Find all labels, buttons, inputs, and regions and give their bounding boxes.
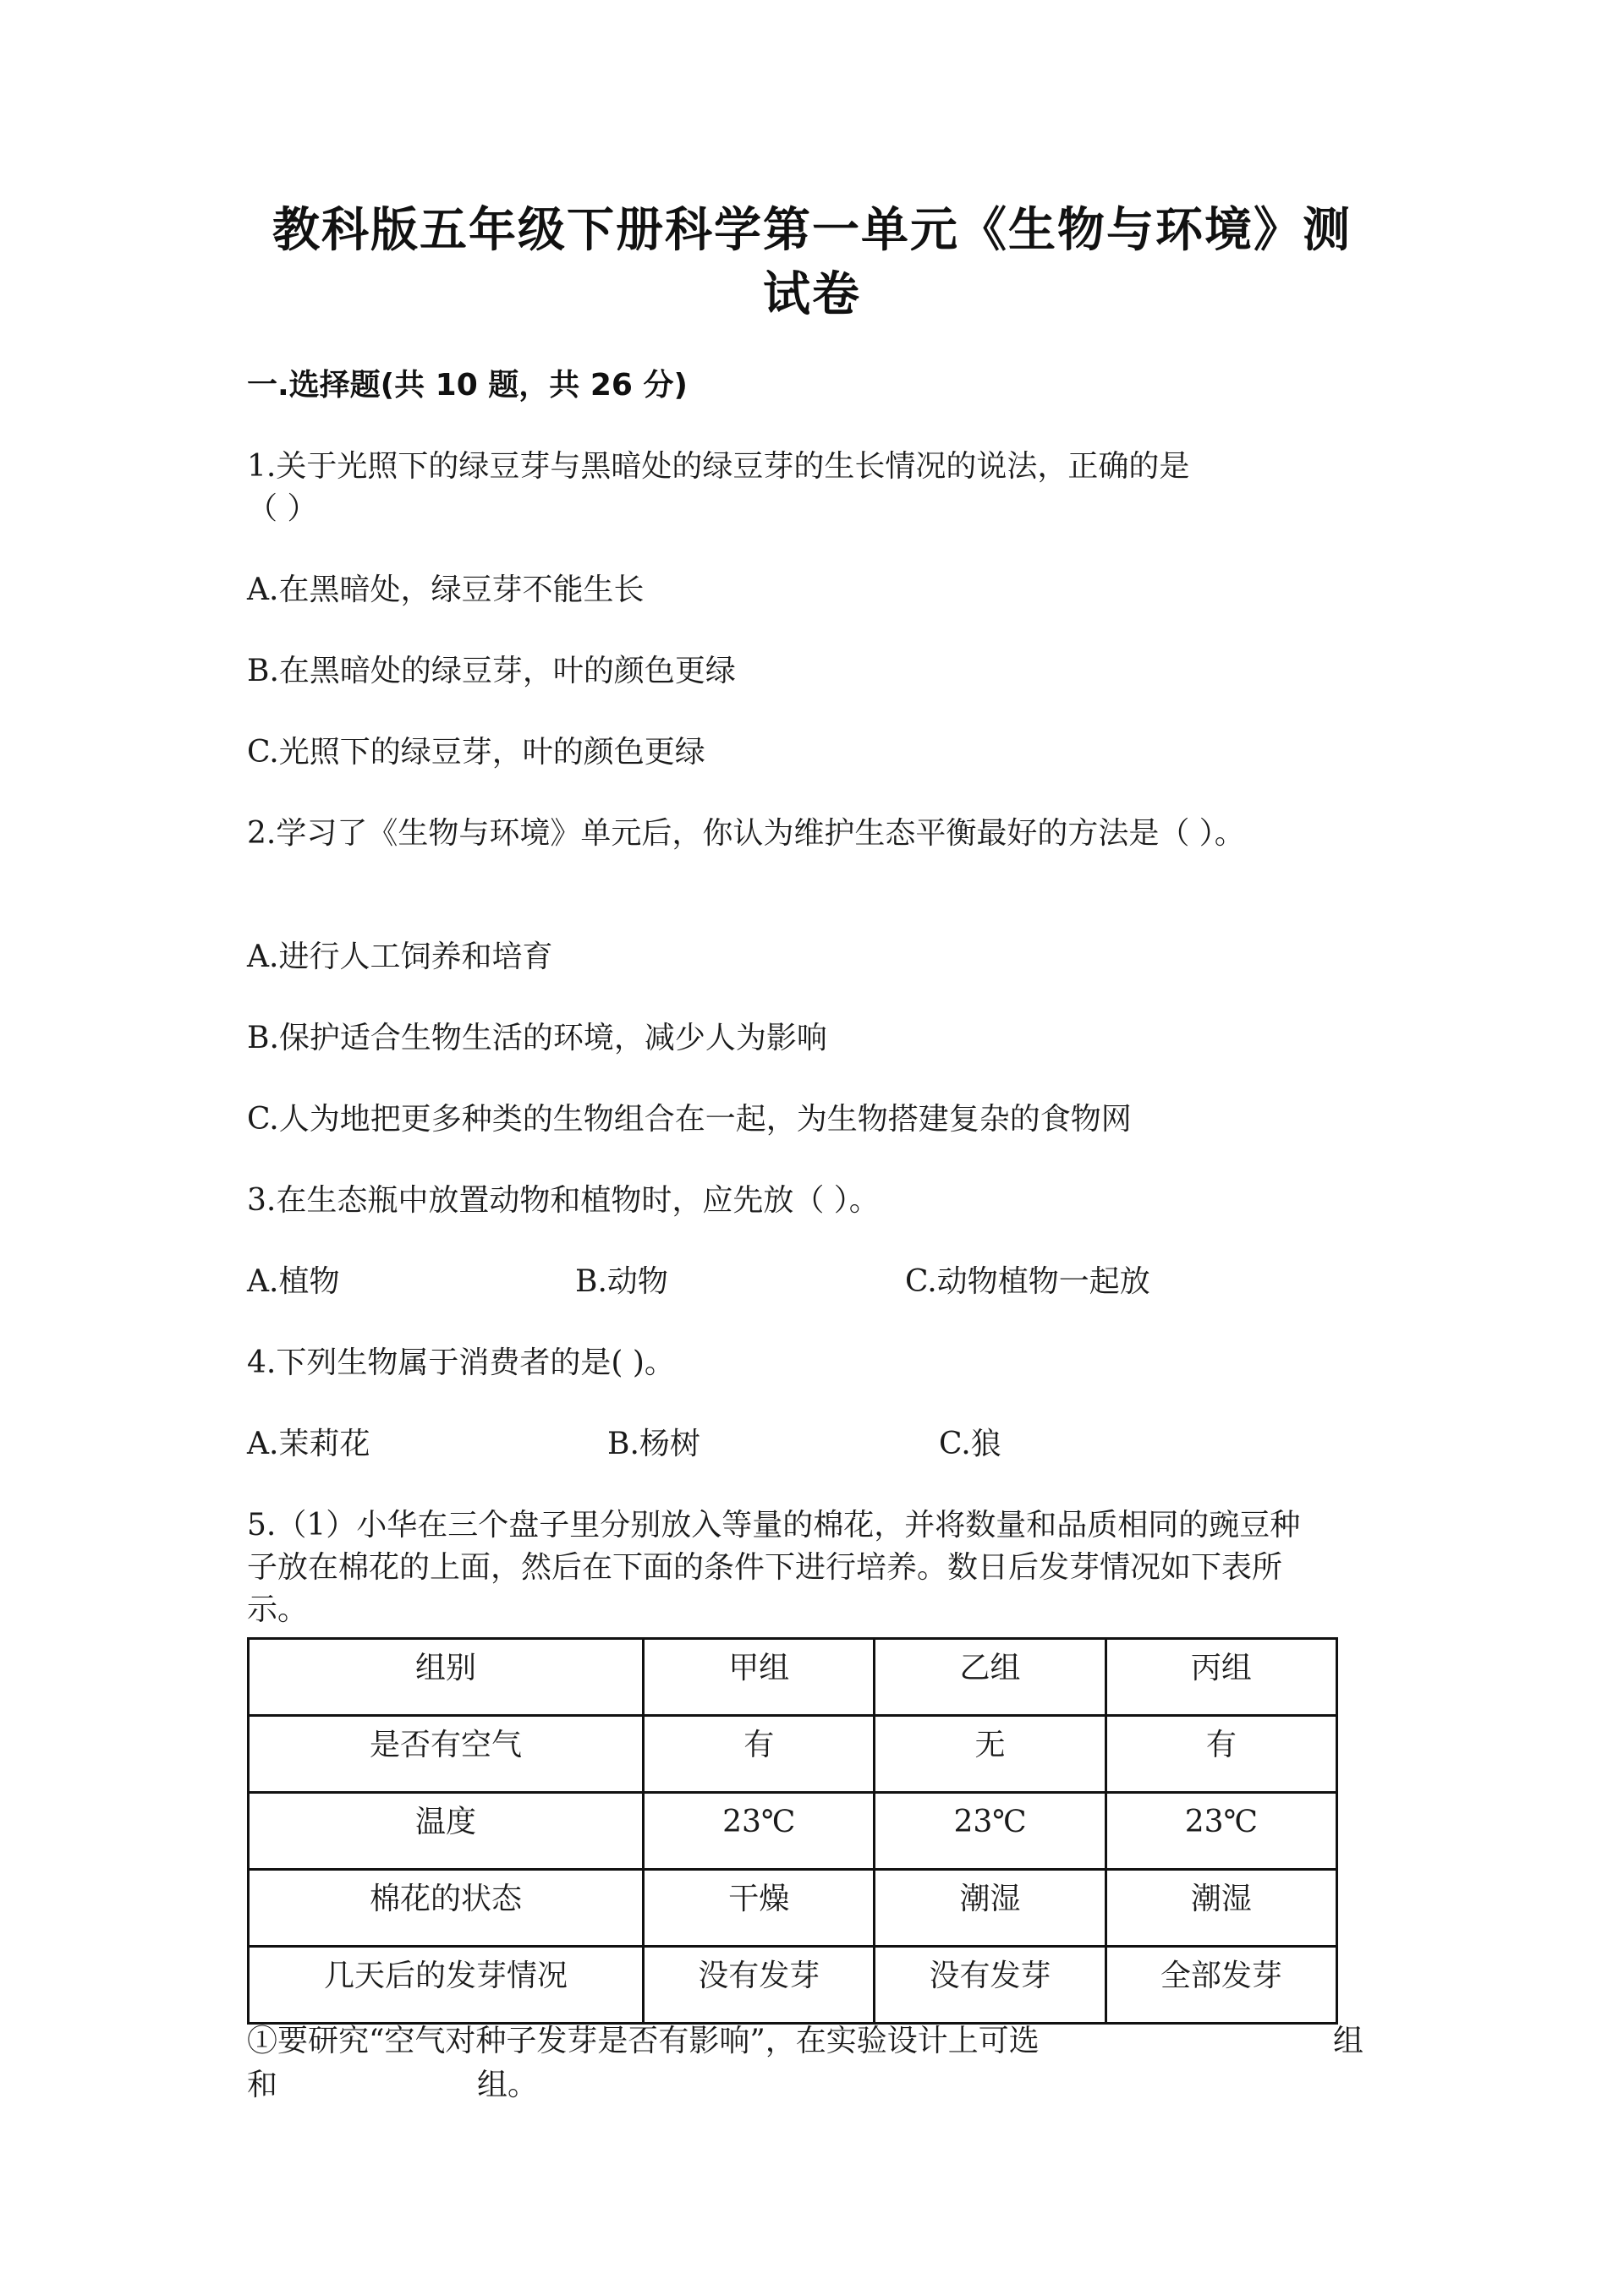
table-cell: 没有发芽 <box>644 1947 875 2024</box>
table-cell: 23℃ <box>644 1793 875 1870</box>
table-header-row <box>249 1639 1337 1716</box>
table-cell: 没有发芽 <box>875 1947 1106 2024</box>
question-1-option-a: A.在黑暗处，绿豆芽不能生长 <box>247 573 645 607</box>
table-row <box>249 1716 1337 1793</box>
question-5-stem-line-2: 子放在棉花的上面，然后在下面的条件下进行培养。数日后发芽情况如下表所 <box>247 1550 1283 1585</box>
table-cell: 潮湿 <box>1106 1870 1336 1947</box>
table-cell: 有 <box>1106 1716 1336 1793</box>
question-2-option-a: A.进行人工饲养和培育 <box>247 940 553 974</box>
table-row <box>249 1870 1337 1947</box>
question-1-stem: 1.关于光照下的绿豆芽与黑暗处的绿豆芽的生长情况的说法，正确的是 <box>247 449 1190 484</box>
question-5-sub-1-text: ①要研究“空气对种子发芽是否有影响”，在实验设计上可选 <box>247 2024 1040 2058</box>
question-5-sub-1-group-suffix: 组 <box>1333 2024 1364 2058</box>
table-cell: 无 <box>875 1716 1106 1793</box>
question-1-answer-blank: （ ） <box>247 491 318 526</box>
question-2-option-b: B.保护适合生物生活的环境，减少人为影响 <box>247 1021 827 1055</box>
page-title-line-2: 试卷 <box>763 267 861 322</box>
table-cell: 潮湿 <box>875 1870 1106 1947</box>
germination-experiment-table <box>247 1637 1338 2025</box>
question-4-option-b: B.杨树 <box>607 1427 700 1461</box>
page-title-line-1: 教科版五年级下册科学第一单元《生物与环境》测 <box>272 203 1352 258</box>
table-header-cell: 组别 <box>249 1639 644 1716</box>
question-5-stem-line-3: 示。 <box>247 1592 309 1627</box>
question-4-option-c: C.狼 <box>939 1427 1001 1461</box>
table-header-cell: 甲组 <box>644 1639 875 1716</box>
question-4-option-a: A.茉莉花 <box>247 1427 370 1461</box>
table-cell: 有 <box>644 1716 875 1793</box>
question-5-sub-1-group-end: 组。 <box>477 2068 539 2102</box>
question-1-option-b: B.在黑暗处的绿豆芽，叶的颜色更绿 <box>247 654 736 688</box>
table-row <box>249 1793 1337 1870</box>
table-cell: 23℃ <box>875 1793 1106 1870</box>
question-3-option-b: B.动物 <box>575 1264 668 1299</box>
question-2-stem: 2.学习了《生物与环境》单元后，你认为维护生态平衡最好的方法是（ ）。 <box>247 816 1245 851</box>
table-header-cell: 乙组 <box>875 1639 1106 1716</box>
question-3-stem: 3.在生态瓶中放置动物和植物时，应先放（ ）。 <box>247 1183 880 1218</box>
table-cell: 干燥 <box>644 1870 875 1947</box>
table-header-cell: 丙组 <box>1106 1639 1336 1716</box>
table-row <box>249 1947 1337 2024</box>
table-cell: 棉花的状态 <box>249 1870 644 1947</box>
question-2-option-c: C.人为地把更多种类的生物组合在一起，为生物搭建复杂的食物网 <box>247 1102 1132 1137</box>
table-cell: 温度 <box>249 1793 644 1870</box>
table-cell: 是否有空气 <box>249 1716 644 1793</box>
table-cell: 几天后的发芽情况 <box>249 1947 644 2024</box>
question-3-option-c: C.动物植物一起放 <box>905 1264 1150 1299</box>
question-4-stem: 4.下列生物属于消费者的是( )。 <box>247 1345 675 1380</box>
section-heading: 一.选择题(共 10 题，共 26 分) <box>247 368 688 403</box>
question-5-stem-line-1: 5.（1）小华在三个盘子里分别放入等量的棉花，并将数量和品质相同的豌豆种 <box>247 1508 1301 1543</box>
question-1-option-c: C.光照下的绿豆芽，叶的颜色更绿 <box>247 735 705 770</box>
table-cell: 全部发芽 <box>1106 1947 1336 2024</box>
question-5-sub-1-and: 和 <box>247 2068 278 2102</box>
question-3-option-a: A.植物 <box>247 1264 340 1299</box>
table-cell: 23℃ <box>1106 1793 1336 1870</box>
